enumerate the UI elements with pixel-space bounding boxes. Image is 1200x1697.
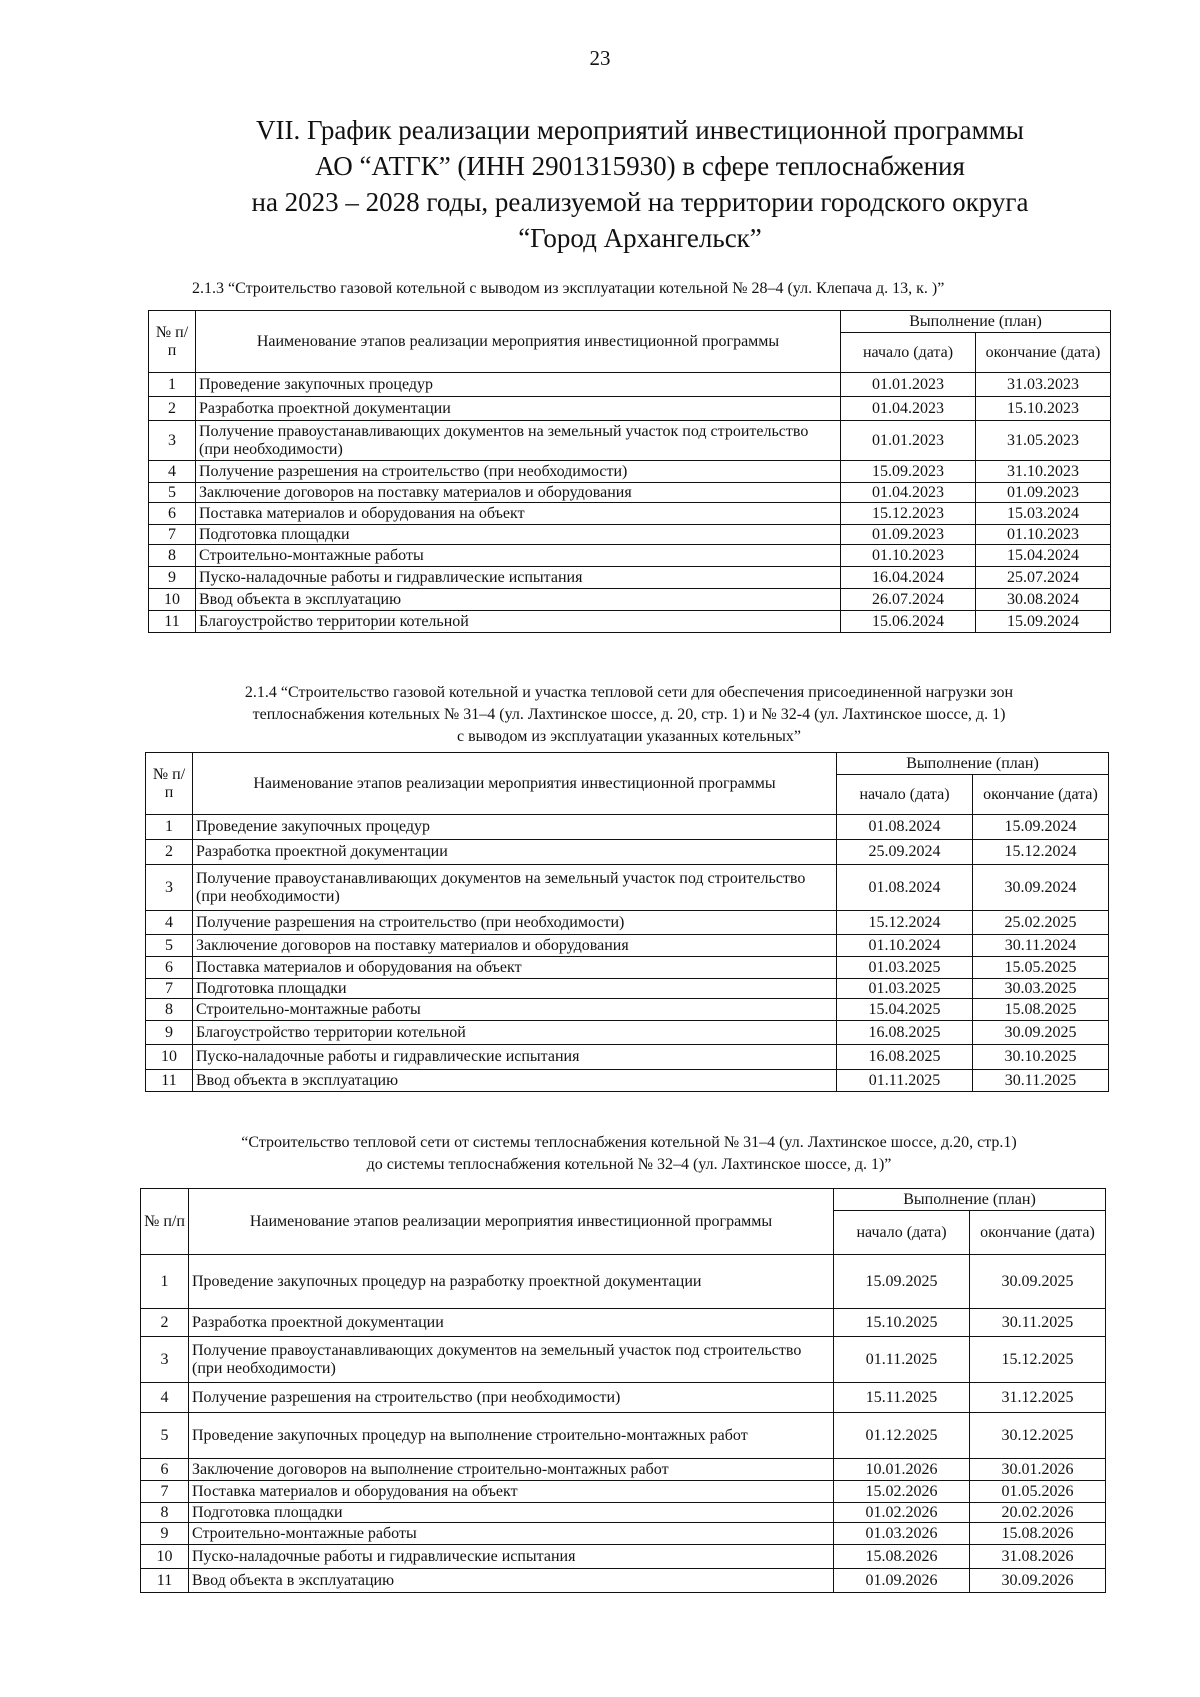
end-date: 30.01.2026	[970, 1459, 1106, 1481]
start-date: 01.11.2025	[837, 1070, 973, 1092]
table-row	[141, 1503, 1106, 1523]
stage-name: Проведение закупочных процедур на разработку проектной документации	[189, 1255, 834, 1309]
end-date: 30.09.2025	[973, 1021, 1109, 1045]
end-date: 15.04.2024	[976, 545, 1111, 567]
document-title	[150, 112, 1130, 256]
row-number: 3	[149, 421, 196, 461]
row-number: 6	[149, 503, 196, 525]
stage-name: Проведение закупочных процедур	[193, 815, 837, 840]
header-stage-name: Наименование этапов реализации мероприятия инвестиционной программы	[196, 311, 841, 373]
table-row	[149, 525, 1111, 545]
start-date: 15.10.2025	[834, 1309, 970, 1337]
header-end-date: окончание (дата)	[970, 1211, 1106, 1255]
start-date: 15.12.2023	[841, 503, 976, 525]
title-line: “Город Архангельск”	[518, 223, 762, 253]
stage-name: Разработка проектной документации	[196, 397, 841, 421]
row-number: 2	[149, 397, 196, 421]
end-date: 15.10.2023	[976, 397, 1111, 421]
table-row	[141, 1523, 1106, 1545]
stage-name: Получение правоустанавливающих документов на земельный участок под строительство (при необходимости)	[193, 865, 837, 911]
caption-line: 2.1.3 “Строительство газовой котельной с выводом из эксплуатации котельной № 28–4 (ул. Клепача д. 13, к. )”	[192, 280, 945, 297]
stage-name: Пуско-наладочные работы и гидравлические испытания	[196, 567, 841, 589]
row-number: 6	[141, 1459, 189, 1481]
schedule-table	[140, 1188, 1106, 1593]
end-date: 30.08.2024	[976, 589, 1111, 611]
header-plan: Выполнение (план)	[834, 1189, 1106, 1211]
start-date: 01.12.2025	[834, 1413, 970, 1459]
table-row	[146, 865, 1109, 911]
table-row	[149, 611, 1111, 633]
row-number: 1	[141, 1255, 189, 1309]
table-row	[141, 1383, 1106, 1413]
table-row	[141, 1481, 1106, 1503]
row-number: 8	[146, 999, 193, 1021]
row-number: 9	[146, 1021, 193, 1045]
row-number: 10	[146, 1045, 193, 1070]
start-date: 01.01.2023	[841, 421, 976, 461]
start-date: 16.04.2024	[841, 567, 976, 589]
row-number: 11	[141, 1569, 189, 1593]
start-date: 01.09.2023	[841, 525, 976, 545]
section-caption	[148, 682, 1110, 748]
end-date: 30.10.2025	[973, 1045, 1109, 1070]
end-date: 20.02.2026	[970, 1503, 1106, 1523]
stage-name: Строительно-монтажные работы	[189, 1523, 834, 1545]
row-number: 8	[149, 545, 196, 567]
stage-name: Строительно-монтажные работы	[196, 545, 841, 567]
table-row	[149, 421, 1111, 461]
stage-name: Получение разрешения на строительство (при необходимости)	[189, 1383, 834, 1413]
start-date: 15.09.2023	[841, 461, 976, 483]
start-date: 25.09.2024	[837, 840, 973, 865]
end-date: 15.05.2025	[973, 957, 1109, 979]
table-row	[141, 1459, 1106, 1481]
stage-name: Получение разрешения на строительство (при необходимости)	[193, 911, 837, 935]
schedule-table	[145, 752, 1109, 1092]
table-row	[141, 1569, 1106, 1593]
stage-name: Ввод объекта в эксплуатацию	[189, 1569, 834, 1593]
row-number: 5	[146, 935, 193, 957]
row-number: 3	[141, 1337, 189, 1383]
end-date: 25.02.2025	[973, 911, 1109, 935]
row-number: 4	[149, 461, 196, 483]
header-plan: Выполнение (план)	[841, 311, 1111, 333]
table-body	[141, 1255, 1106, 1593]
header-number: № п/п	[149, 311, 196, 373]
stage-name: Подготовка площадки	[193, 979, 837, 999]
row-number: 5	[141, 1413, 189, 1459]
table-row	[141, 1413, 1106, 1459]
stage-name: Разработка проектной документации	[189, 1309, 834, 1337]
end-date: 30.12.2025	[970, 1413, 1106, 1459]
stage-name: Заключение договоров на поставку материалов и оборудования	[196, 483, 841, 503]
header-stage-name: Наименование этапов реализации мероприятия инвестиционной программы	[193, 753, 837, 815]
end-date: 31.10.2023	[976, 461, 1111, 483]
start-date: 01.04.2023	[841, 397, 976, 421]
start-date: 01.03.2025	[837, 957, 973, 979]
row-number: 3	[146, 865, 193, 911]
table-body	[149, 373, 1111, 633]
row-number: 11	[149, 611, 196, 633]
start-date: 16.08.2025	[837, 1045, 973, 1070]
end-date: 31.03.2023	[976, 373, 1111, 397]
caption-line: с выводом из эксплуатации указанных котельных”	[456, 728, 802, 745]
start-date: 15.06.2024	[841, 611, 976, 633]
row-number: 9	[149, 567, 196, 589]
start-date: 01.08.2024	[837, 865, 973, 911]
table-row	[146, 1021, 1109, 1045]
start-date: 26.07.2024	[841, 589, 976, 611]
start-date: 16.08.2025	[837, 1021, 973, 1045]
table-row	[146, 935, 1109, 957]
stage-name: Пуско-наладочные работы и гидравлические испытания	[193, 1045, 837, 1070]
row-number: 2	[146, 840, 193, 865]
header-end-date: окончание (дата)	[973, 775, 1109, 815]
table-row	[146, 815, 1109, 840]
table-row	[149, 483, 1111, 503]
stage-name: Подготовка площадки	[196, 525, 841, 545]
header-start-date: начало (дата)	[837, 775, 973, 815]
table-row	[149, 397, 1111, 421]
table-row	[146, 840, 1109, 865]
start-date: 01.11.2025	[834, 1337, 970, 1383]
header-number: № п/п	[146, 753, 193, 815]
table-row	[146, 999, 1109, 1021]
stage-name: Проведение закупочных процедур на выполнение строительно-монтажных работ	[189, 1413, 834, 1459]
section-caption	[148, 1132, 1110, 1176]
table-row	[146, 1070, 1109, 1092]
table-row	[141, 1309, 1106, 1337]
caption-line: “Строительство тепловой сети от системы теплоснабжения котельной № 31–4 (ул. Лахтинское шоссе, д.20, стр.1)	[241, 1134, 1017, 1151]
row-number: 1	[146, 815, 193, 840]
start-date: 01.10.2024	[837, 935, 973, 957]
end-date: 30.09.2026	[970, 1569, 1106, 1593]
table-row	[146, 979, 1109, 999]
table-row	[149, 545, 1111, 567]
start-date: 01.09.2026	[834, 1569, 970, 1593]
row-number: 1	[149, 373, 196, 397]
end-date: 30.11.2025	[970, 1309, 1106, 1337]
stage-name: Подготовка площадки	[189, 1503, 834, 1523]
stage-name: Строительно-монтажные работы	[193, 999, 837, 1021]
end-date: 15.12.2024	[973, 840, 1109, 865]
stage-name: Пуско-наладочные работы и гидравлические испытания	[189, 1545, 834, 1569]
end-date: 25.07.2024	[976, 567, 1111, 589]
stage-name: Поставка материалов и оборудования на объект	[196, 503, 841, 525]
start-date: 01.03.2026	[834, 1523, 970, 1545]
caption-line: 2.1.4 “Строительство газовой котельной и участка тепловой сети для обеспечения присоединенной нагрузки зон	[244, 684, 1014, 701]
table-row	[149, 589, 1111, 611]
start-date: 01.03.2025	[837, 979, 973, 999]
row-number: 4	[141, 1383, 189, 1413]
row-number: 7	[149, 525, 196, 545]
stage-name: Ввод объекта в эксплуатацию	[196, 589, 841, 611]
row-number: 10	[141, 1545, 189, 1569]
row-number: 4	[146, 911, 193, 935]
end-date: 30.11.2024	[973, 935, 1109, 957]
stage-name: Получение разрешения на строительство (при необходимости)	[196, 461, 841, 483]
header-stage-name: Наименование этапов реализации мероприятия инвестиционной программы	[189, 1189, 834, 1255]
table-row	[141, 1337, 1106, 1383]
end-date: 15.08.2026	[970, 1523, 1106, 1545]
end-date: 15.03.2024	[976, 503, 1111, 525]
table-row	[141, 1545, 1106, 1569]
title-line: VII. График реализации мероприятий инвестиционной программы	[256, 115, 1024, 145]
row-number: 2	[141, 1309, 189, 1337]
start-date: 15.08.2026	[834, 1545, 970, 1569]
stage-name: Заключение договоров на поставку материалов и оборудования	[193, 935, 837, 957]
end-date: 15.08.2025	[973, 999, 1109, 1021]
table-row	[149, 461, 1111, 483]
title-line: на 2023 – 2028 годы, реализуемой на территории городского округа	[251, 187, 1029, 217]
table-row	[146, 957, 1109, 979]
end-date: 01.05.2026	[970, 1481, 1106, 1503]
section-caption	[192, 278, 944, 300]
table-row	[149, 373, 1111, 397]
stage-name: Получение правоустанавливающих документов на земельный участок под строительство (при необходимости)	[189, 1337, 834, 1383]
stage-name: Получение правоустанавливающих документов на земельный участок под строительство (при необходимости)	[196, 421, 841, 461]
end-date: 01.10.2023	[976, 525, 1111, 545]
start-date: 15.12.2024	[837, 911, 973, 935]
end-date: 30.03.2025	[973, 979, 1109, 999]
stage-name: Поставка материалов и оборудования на объект	[189, 1481, 834, 1503]
caption-line: теплоснабжения котельных № 31–4 (ул. Лахтинское шоссе, д. 20, стр. 1) и № 32-4 (ул. Лахтинское шоссе, д. 1)	[252, 706, 1006, 723]
row-number: 10	[149, 589, 196, 611]
row-number: 11	[146, 1070, 193, 1092]
end-date: 31.05.2023	[976, 421, 1111, 461]
table-row	[146, 1045, 1109, 1070]
start-date: 10.01.2026	[834, 1459, 970, 1481]
start-date: 15.09.2025	[834, 1255, 970, 1309]
stage-name: Заключение договоров на выполнение строительно-монтажных работ	[189, 1459, 834, 1481]
start-date: 15.04.2025	[837, 999, 973, 1021]
header-plan: Выполнение (план)	[837, 753, 1109, 775]
caption-line: до системы теплоснабжения котельной № 32–4 (ул. Лахтинское шоссе, д. 1)”	[366, 1156, 892, 1173]
header-end-date: окончание (дата)	[976, 333, 1111, 373]
end-date: 15.12.2025	[970, 1337, 1106, 1383]
end-date: 31.08.2026	[970, 1545, 1106, 1569]
start-date: 01.04.2023	[841, 483, 976, 503]
end-date: 31.12.2025	[970, 1383, 1106, 1413]
stage-name: Ввод объекта в эксплуатацию	[193, 1070, 837, 1092]
table-body	[146, 815, 1109, 1092]
schedule-table	[148, 310, 1111, 633]
row-number: 6	[146, 957, 193, 979]
row-number: 9	[141, 1523, 189, 1545]
start-date: 01.10.2023	[841, 545, 976, 567]
end-date: 15.09.2024	[976, 611, 1111, 633]
table-row	[149, 503, 1111, 525]
table-row	[146, 911, 1109, 935]
row-number: 7	[141, 1481, 189, 1503]
start-date: 01.02.2026	[834, 1503, 970, 1523]
end-date: 01.09.2023	[976, 483, 1111, 503]
header-number: № п/п	[141, 1189, 189, 1255]
page-number: 23	[589, 46, 611, 70]
stage-name: Благоустройство территории котельной	[193, 1021, 837, 1045]
stage-name: Проведение закупочных процедур	[196, 373, 841, 397]
stage-name: Разработка проектной документации	[193, 840, 837, 865]
header-start-date: начало (дата)	[841, 333, 976, 373]
row-number: 7	[146, 979, 193, 999]
start-date: 15.11.2025	[834, 1383, 970, 1413]
start-date: 01.08.2024	[837, 815, 973, 840]
start-date: 01.01.2023	[841, 373, 976, 397]
end-date: 30.09.2024	[973, 865, 1109, 911]
row-number: 8	[141, 1503, 189, 1523]
start-date: 15.02.2026	[834, 1481, 970, 1503]
table-row	[149, 567, 1111, 589]
end-date: 30.09.2025	[970, 1255, 1106, 1309]
row-number: 5	[149, 483, 196, 503]
end-date: 30.11.2025	[973, 1070, 1109, 1092]
stage-name: Благоустройство территории котельной	[196, 611, 841, 633]
stage-name: Поставка материалов и оборудования на объект	[193, 957, 837, 979]
table-row	[141, 1255, 1106, 1309]
title-line: АО “АТГК” (ИНН 2901315930) в сфере теплоснабжения	[315, 151, 965, 181]
end-date: 15.09.2024	[973, 815, 1109, 840]
header-start-date: начало (дата)	[834, 1211, 970, 1255]
